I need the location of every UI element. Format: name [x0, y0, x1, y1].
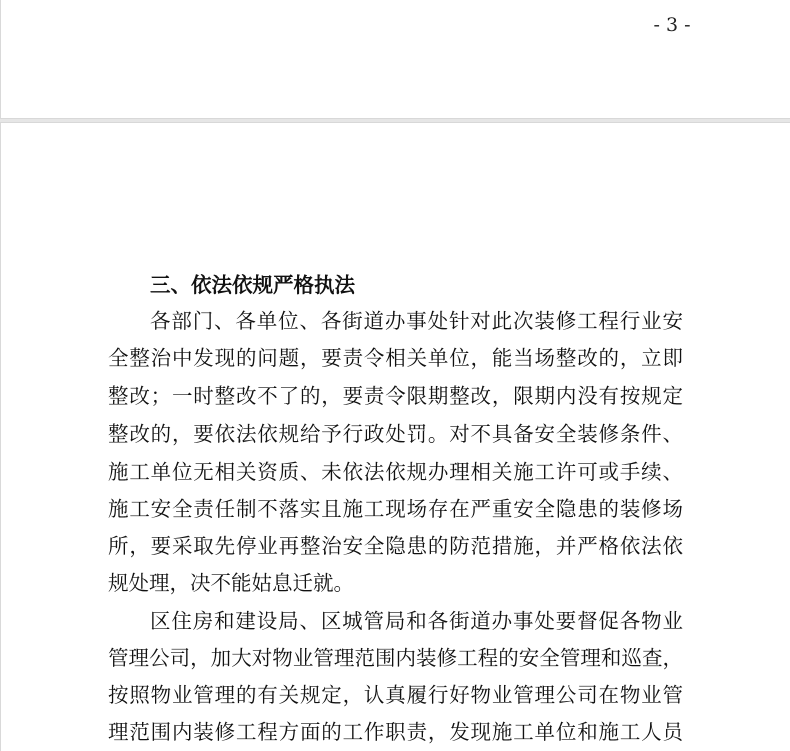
section-heading: 三、依法依规严格执法	[150, 273, 355, 297]
paragraph-1-line-2: 全整治中发现的问题，要责令相关单位，能当场整改的，立即	[108, 346, 683, 370]
paragraph-1-line-7: 所，要采取先停业再整治安全隐患的防范措施，并严格依法依	[108, 534, 683, 558]
paragraph-1-line-4: 整改的，要依法依规给予行政处罚。对不具备安全装修条件、	[108, 422, 683, 446]
paragraph-1-line-1: 各部门、各单位、各街道办事处针对此次装修工程行业安	[150, 309, 683, 333]
paragraph-1-line-5: 施工单位无相关资质、未依法依规办理相关施工许可或手续、	[108, 460, 683, 484]
paragraph-2-line-4: 理范围内装修工程方面的工作职责，发现施工单位和施工人员	[108, 720, 683, 744]
paragraph-2-line-1: 区住房和建设局、区城管局和各街道办事处要督促各物业	[150, 609, 683, 633]
paragraph-1-line-6: 施工安全责任制不落实且施工现场存在严重安全隐患的装修场	[108, 497, 683, 521]
page-number: - 3 -	[653, 14, 691, 36]
paragraph-1-line-3: 整改；一时整改不了的，要责令限期整改，限期内没有按规定	[108, 384, 683, 408]
previous-page	[0, 0, 790, 118]
paragraph-2-line-2: 管理公司，加大对物业管理范围内装修工程的安全管理和巡查，	[108, 646, 683, 670]
paragraph-2-line-3: 按照物业管理的有关规定，认真履行好物业管理公司在物业管	[108, 683, 683, 707]
paragraph-1-line-8: 规处理，决不能姑息迁就。	[108, 571, 354, 595]
